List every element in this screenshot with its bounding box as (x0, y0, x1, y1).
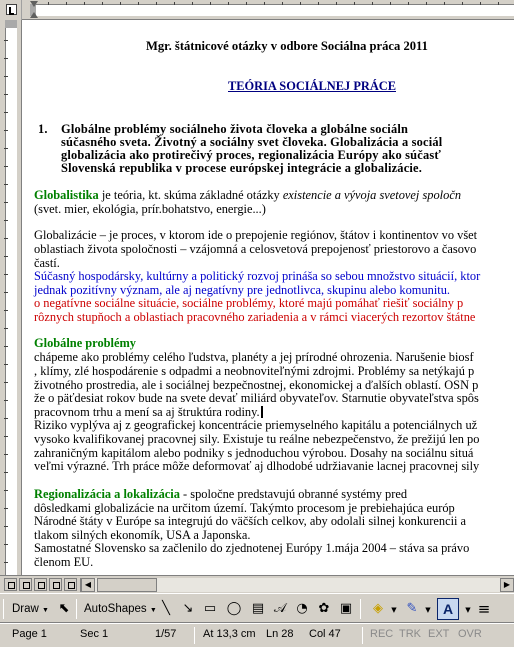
dropdown-arrow-icon: ▼ (149, 607, 157, 614)
status-ext[interactable]: EXT (428, 628, 450, 640)
red-text-line: rôznych stupňoch a oblastiach pracovného zariadenia a v rámci viacerých rezortov štátne (34, 310, 476, 324)
text-line: veľmi výrazné. Trh práce môže deformovať aj dlhodobé udržiavanie lacnej pracovnej sily (34, 459, 480, 473)
line-style-icon[interactable]: ≡ (477, 600, 491, 618)
text-line: členom EU. (34, 555, 94, 569)
section-heading-line: Slovenská republika v procese európskej integrácie a globalizácie. (61, 161, 423, 175)
text-line: že o päťdesiat rokov bude na svete devať miliárd obyvateľov. Starnutie obyvateľstva spôs (34, 391, 479, 405)
font-color-dropdown-icon[interactable]: ▼ (465, 606, 471, 614)
blue-text-line: Súčasný hospodársky, kultúrny a politický rozvoj prináša so sebou množstvo situácií, ktor (34, 269, 481, 283)
status-rec[interactable]: REC (370, 628, 394, 640)
text-line: Národné štáty v Európe sa integrujú do väčších celkov, aby odolali silnej konkurencii a (34, 514, 467, 528)
arrow-tool-icon[interactable]: ↘ (182, 601, 194, 616)
regionalizacia-term: Regionalizácia a lokalizácia (34, 487, 180, 501)
font-color-button[interactable]: A (437, 598, 459, 620)
first-line-indent-marker[interactable] (30, 1, 38, 7)
tab-selector[interactable] (0, 0, 22, 20)
line-color-icon[interactable]: ✎ (406, 601, 418, 616)
oval-tool-icon[interactable]: ◯ (226, 601, 242, 616)
regionalizacia-text: - spoločne predstavujú obranné systémy pred (179, 487, 408, 501)
section-heading-line: Globálne problémy sociálneho života človeka a globálne sociáln (61, 122, 409, 136)
text-line: Globalizácie – je proces, v ktorom ide o prepojenie regiónov, štátov i kontinentov vo všet (34, 228, 478, 242)
web-layout-view-button[interactable] (19, 578, 32, 591)
globalne-problemy-heading: Globálne problémy (34, 336, 137, 350)
section-heading-line: globalizácia ako protirečivý proces, regionalizácia Európy ako súčasť (61, 148, 442, 162)
fill-color-dropdown-icon[interactable]: ▼ (391, 606, 397, 614)
autoshapes-label: AutoShapes (84, 603, 147, 615)
document-area[interactable] (22, 20, 514, 575)
draw-menu-button[interactable] (12, 600, 49, 618)
status-ovr[interactable]: OVR (458, 628, 482, 640)
horizontal-ruler[interactable] (0, 0, 514, 20)
globalistika-paragraph (34, 189, 461, 203)
draw-menu-label: Draw (12, 603, 39, 615)
drawing-toolbar (0, 593, 514, 623)
section-number: 1. (38, 122, 48, 136)
status-section: Sec 1 (80, 628, 109, 640)
wordart-icon[interactable]: 𝒜 (273, 601, 287, 616)
text-line: pracovnom trhu a mení sa aj štruktúra rodiny. (34, 405, 260, 419)
autoshapes-menu-button[interactable] (84, 600, 157, 618)
text-cursor (261, 406, 263, 418)
left-tab-icon (6, 4, 17, 15)
toolbar-separator (76, 599, 77, 619)
globalistika-term: Globalistika (34, 188, 99, 202)
reading-layout-view-button[interactable] (64, 578, 77, 591)
rectangle-tool-icon[interactable]: ▭ (203, 601, 217, 616)
select-objects-icon[interactable]: ⬉ (58, 601, 70, 616)
status-at: At 13,3 cm (203, 628, 256, 640)
red-text-line: o negatívne sociálne situácie, sociálne problémy, ktoré majú pomáhať riešiť sociálny p (34, 296, 464, 310)
status-trk[interactable]: TRK (399, 628, 421, 640)
print-layout-view-button[interactable] (34, 578, 47, 591)
vertical-ruler-track (5, 20, 17, 575)
diagram-icon[interactable]: ◔ (296, 601, 308, 616)
text-line: častí. (34, 256, 60, 270)
status-page-of: 1/57 (155, 628, 177, 640)
insert-picture-icon[interactable]: ▣ (339, 601, 353, 616)
text-line: dôsledkami globalizácie na určitom území. Takýmto procesom je prebiehajúca európ (34, 501, 455, 515)
text-line: Samostatné Slovensko sa začlenilo do zjednotenej Európy 1.mája 2004 – stáva sa právo (34, 541, 470, 555)
horizontal-scrollbar[interactable] (80, 578, 514, 592)
line-color-dropdown-icon[interactable]: ▼ (425, 606, 431, 614)
outline-view-button[interactable] (49, 578, 62, 591)
status-separator (362, 627, 363, 644)
fill-color-icon[interactable]: ◈ (373, 601, 383, 616)
blue-text-line: jednak pozitívny význam, ale aj negatívny pre jednotlivca, skupinu alebo komunitu. (34, 283, 451, 297)
text-line: Riziko vyplýva aj z geografickej koncentrácie priemyselného kapitálu a potenciálnych už (34, 418, 478, 432)
section-heading-line: súčasného sveta. Životný a sociálny svet človeka. Globalizácia a sociál (61, 135, 443, 149)
normal-view-button[interactable] (4, 578, 17, 591)
text-line: , klímy, zlé hospodárenie s odpadmi a neobnoviteľnými zdrojmi. Problémy sa netýkajú p (34, 364, 475, 378)
text-line: zahraničným kapitálom alebo podniky s jednoduchou výrobou. Dosahy na sociálnu situá (34, 446, 474, 460)
status-column: Col 47 (309, 628, 341, 640)
text-line: (svet. mier, ekológia, prír.bohatstvo, energie...) (34, 202, 266, 216)
text-line: vysoko kvalifikovanej pracovnej sily. Existuje tu reálne nebezpečenstvo, že prežijú len po (34, 432, 480, 446)
text-box-icon[interactable]: ▤ (251, 601, 265, 616)
text-line: oblastiach života spoločnosti – vzájomná a celosvetová prepojenosť priestorovo a časovo (34, 242, 477, 256)
globalistika-italic-text: existencie a vývoja svetovej spoločn (282, 188, 462, 202)
ruler-track (30, 4, 514, 16)
scroll-left-arrow-icon[interactable]: ◀ (81, 578, 95, 592)
status-bar (0, 623, 514, 647)
globalistika-text: je teória, kt. skúma základné otázky (98, 188, 283, 202)
line-tool-icon[interactable]: ╲ (162, 601, 170, 616)
page-header: Mgr. štátnicové otázky v odbore Sociálna práca 2011 (146, 39, 428, 53)
document-title: TEÓRIA SOCIÁLNEJ PRÁCE (228, 79, 396, 93)
dropdown-arrow-icon: ▼ (42, 607, 49, 614)
horizontal-scroll-thumb[interactable] (97, 578, 157, 592)
text-line: chápeme ako problémy celého ľudstva, planéty a jej prírodné ohrozenia. Narušenie biosf (34, 350, 474, 364)
hanging-indent-marker[interactable] (30, 12, 38, 18)
clip-art-icon[interactable]: ✿ (318, 601, 330, 616)
text-line: tlakom silných ekonomík, USA a Japonska. (34, 528, 251, 542)
view-and-scroll-bar (0, 575, 514, 593)
regionalizacia-paragraph (34, 488, 407, 502)
text-line: životného prostredia, ale i sociálnej bezpečnostnej, ekonomickej a ďalších oblastí. OSN p (34, 378, 479, 392)
vertical-ruler[interactable] (0, 20, 22, 575)
vertical-ruler-top-margin (5, 20, 17, 28)
status-separator (194, 627, 195, 644)
status-page: Page 1 (12, 628, 47, 640)
status-line: Ln 28 (266, 628, 294, 640)
toolbar-grip[interactable] (3, 599, 4, 619)
scroll-right-arrow-icon[interactable]: ▶ (500, 578, 514, 592)
toolbar-separator (360, 599, 361, 619)
